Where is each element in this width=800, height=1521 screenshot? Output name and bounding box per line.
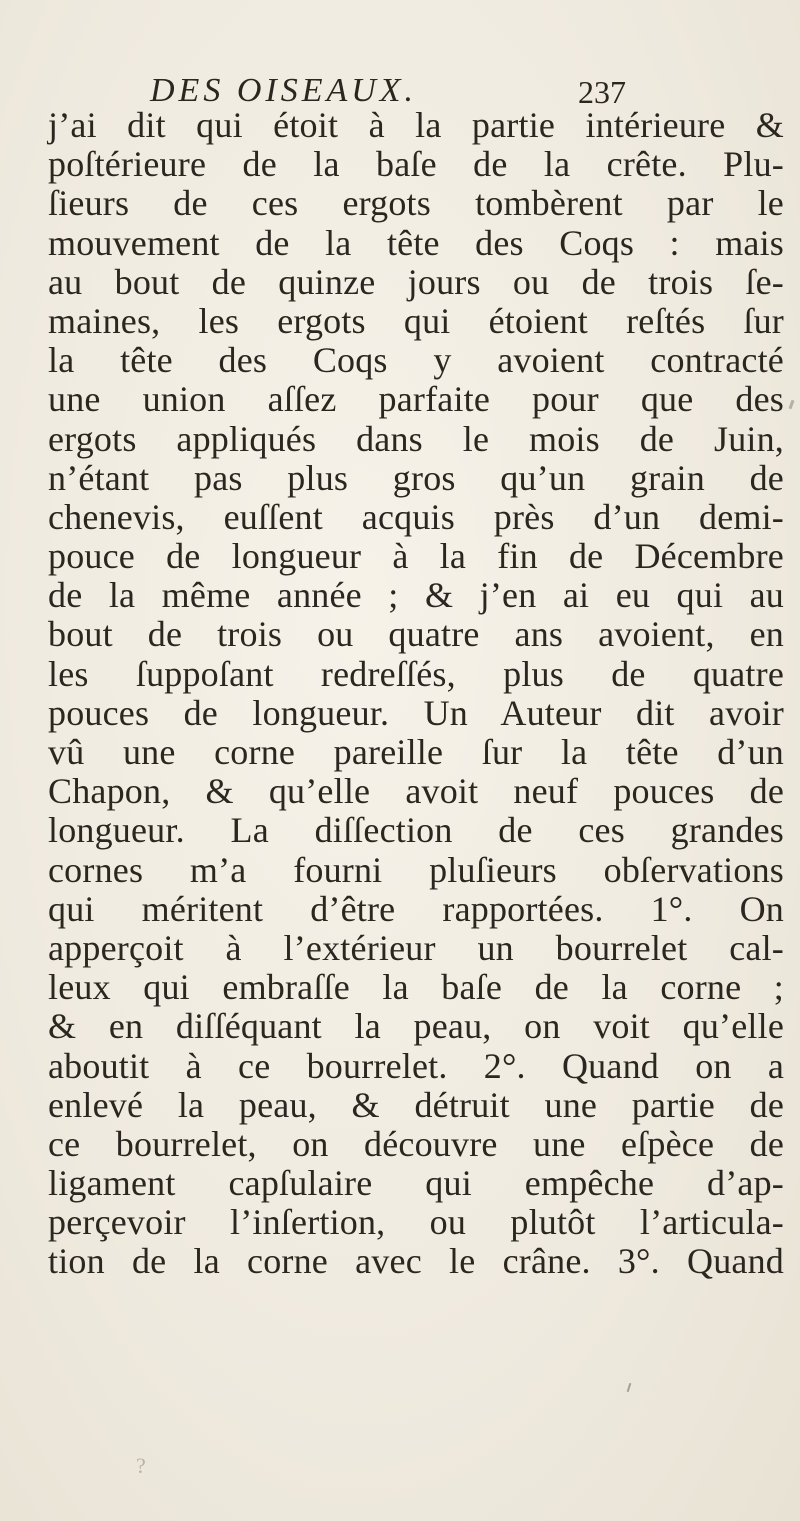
text-line: la tête des Coqs y avoient contracté [48,340,784,381]
text-line: qui méritent d’être rapportées. 1°. On [48,888,784,929]
ink-speck [627,1383,632,1392]
text-line: vû une corne pareille ſur la tête d’un [48,732,784,772]
text-line: & en diſſéquant la peau, on voit qu’elle [48,1006,784,1047]
text-line: mouvement de la tête des Coqs : mais [48,222,784,263]
margin-speck [789,400,795,409]
text-line: maines, les ergots qui étoient reſtés ſur [48,300,784,341]
text-line: cornes m’a fourni pluſieurs obſervations [48,849,784,890]
text-line: ergots appliqués dans le mois de Juin, [48,418,784,459]
text-line: une union aſſez parfaite pour que des [48,379,784,420]
text-line: au bout de quinze jours ou de trois ſe- [48,261,784,302]
text-line: apperçoit à l’extérieur un bourrelet cal- [48,927,784,968]
faint-footer-mark: ? [136,1453,146,1478]
text-line: chenevis, euſſent acquis près d’un demi- [48,496,784,537]
text-line: pouces de longueur. Un Auteur dit avoir [48,692,784,733]
text-line: ligament capſulaire qui empêche d’ap- [48,1163,784,1204]
text-line: bout de trois ou quatre ans avoient, en [48,614,784,655]
text-line: pouce de longueur à la fin de Décembre [48,536,784,577]
text-line: ſieurs de ces ergots tombèrent par le [48,183,784,224]
text-line: enlevé la peau, & détruit une partie de [48,1084,784,1125]
text-line: Chapon, & qu’elle avoit neuf pouces de [48,771,784,812]
text-line: ce bourrelet, on découvre une eſpèce de [48,1123,784,1164]
text-line: longueur. La diſſection de ces grandes [48,810,784,851]
body-text [48,106,784,1282]
text-line: n’étant pas plus gros qu’un grain de [48,457,784,498]
page-number: 237 [578,74,626,110]
running-title: DES OISEAUX. [150,72,418,109]
text-line: poſtérieure de la baſe de la crête. Plu- [48,144,784,185]
text-line: tion de la corne avec le crâne. 3°. Quand [48,1241,784,1282]
text-line: j’ai dit qui étoit à la partie intérieure & [48,105,784,145]
text-line: aboutit à ce bourrelet. 2°. Quand on a [48,1045,784,1086]
text-line: de la même année ; & j’en ai eu qui au [48,575,784,616]
text-line: leux qui embraſſe la baſe de la corne ; [48,967,784,1008]
text-line: les ſuppoſant redreſſés, plus de quatre [48,653,784,694]
text-line: perçevoir l’inſertion, ou plutôt l’articula- [48,1202,784,1243]
